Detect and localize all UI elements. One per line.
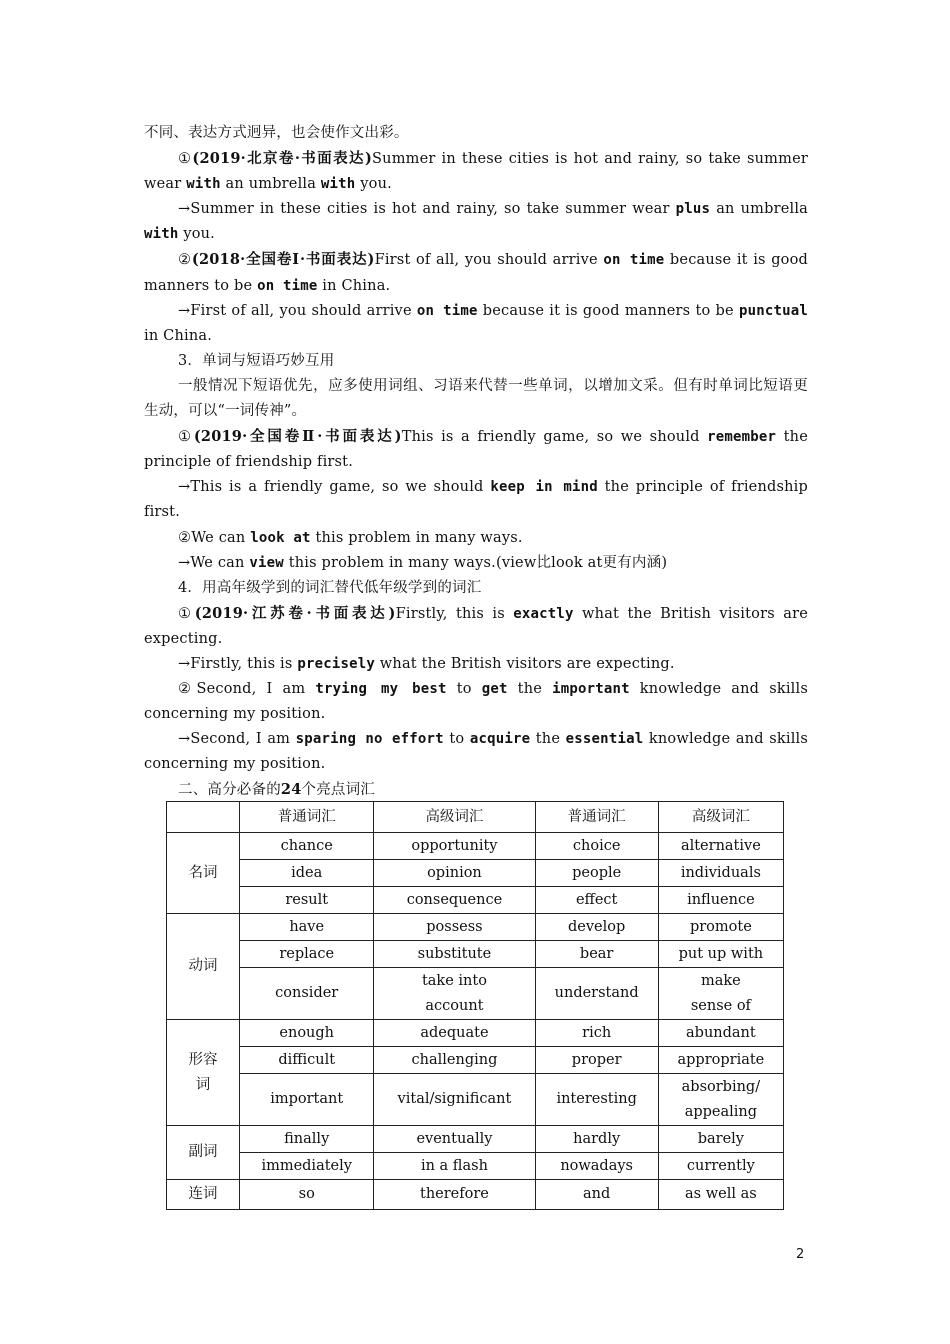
example-1-original: ①(2019·北京卷·书面表达)Summer in these cities is hot and rainy, so take summer wear with an umbrella with you. [144, 150, 808, 193]
table-cell: opinion [374, 860, 535, 887]
table-cell: therefore [374, 1180, 535, 1210]
table-cell: hardly [535, 1126, 658, 1153]
table-cell: choice [535, 833, 658, 860]
table-cell: adequate [374, 1020, 535, 1047]
table-cell: replace [240, 941, 374, 968]
table-cell: individuals [658, 860, 783, 887]
table-cell: so [240, 1180, 374, 1210]
category-adverb: 副词 [167, 1126, 240, 1180]
table-cell: proper [535, 1047, 658, 1074]
table-cell: eventually [374, 1126, 535, 1153]
example-2-revised: →First of all, you should arrive on time because it is good manners to be punctual in China. [144, 302, 808, 344]
table-cell: idea [240, 860, 374, 887]
section-4-heading: 4．用高年级学到的词汇替代低年级学到的词汇 [178, 579, 482, 596]
s4-example-1-original: ①(2019·江苏卷·书面表达)Firstly, this is exactly what the British visitors are expecting. [144, 604, 808, 647]
table-row [167, 1126, 784, 1153]
table-row [167, 914, 784, 941]
table-row [167, 968, 784, 1020]
table-cell: people [535, 860, 658, 887]
table-cell: enough [240, 1020, 374, 1047]
table-row [167, 1180, 784, 1210]
table-row [167, 1020, 784, 1047]
table-cell: opportunity [374, 833, 535, 860]
table-cell: finally [240, 1126, 374, 1153]
document-body [144, 121, 808, 804]
table-cell: bear [535, 941, 658, 968]
table-cell: have [240, 914, 374, 941]
table-cell: absorbing/ appealing [658, 1074, 783, 1126]
s3-example-2-original: ②We can look at this problem in many ways. [178, 529, 523, 546]
table-header-cell: 高级词汇 [658, 802, 783, 833]
table-cell: substitute [374, 941, 535, 968]
table-header-cell [167, 802, 240, 833]
table-cell: put up with [658, 941, 783, 968]
table-row [167, 887, 784, 914]
table-header-cell: 普通词汇 [535, 802, 658, 833]
vocabulary-table [166, 801, 784, 1210]
table-row [167, 1074, 784, 1126]
s3-example-1-original: ①(2019·全国卷Ⅱ·书面表达)This is a friendly game, so we should remember the principle of friendship first. [144, 428, 809, 471]
table-cell: interesting [535, 1074, 658, 1126]
intro-line: 不同、表达方式迥异，也会使作文出彩。 [144, 125, 409, 141]
s4-example-1-revised: →Firstly, this is precisely what the British visitors are expecting. [178, 655, 675, 672]
table-cell: alternative [658, 833, 783, 860]
category-noun: 名词 [167, 833, 240, 914]
table-header-row [167, 802, 784, 833]
table-cell: nowadays [535, 1153, 658, 1180]
table-cell: consequence [374, 887, 535, 914]
table-cell: possess [374, 914, 535, 941]
s4-example-2-revised: →Second, I am sparing no effort to acquire the essential knowledge and skills concerning my position. [144, 731, 809, 773]
s4-example-2-original: ②Second, I am trying my best to get the important knowledge and skills concerning my position. [144, 681, 808, 723]
table-cell: result [240, 887, 374, 914]
table-row [167, 833, 784, 860]
table-cell: as well as [658, 1180, 783, 1210]
table-row [167, 1047, 784, 1074]
source-label: (2018·全国卷Ⅰ·书面表达) [191, 251, 375, 269]
table-cell: understand [535, 968, 658, 1020]
table-cell: effect [535, 887, 658, 914]
table-cell: influence [658, 887, 783, 914]
table-header-cell: 普通词汇 [240, 802, 374, 833]
section-3-heading: 3．单词与短语巧妙互用 [178, 352, 335, 369]
table-cell: rich [535, 1020, 658, 1047]
table-cell: take into account [374, 968, 535, 1020]
example-2-original: ②(2018·全国卷Ⅰ·书面表达)First of all, you should arrive on time because it is good manners to be on time in China. [144, 251, 809, 294]
table-row [167, 860, 784, 887]
table-cell: in a flash [374, 1153, 535, 1180]
source-label: (2019·北京卷·书面表达) [192, 150, 373, 168]
table-cell: develop [535, 914, 658, 941]
table-cell: immediately [240, 1153, 374, 1180]
table-cell: challenging [374, 1047, 535, 1074]
section-2-heading: 二、高分必备的24个亮点词汇 [178, 781, 375, 799]
table-cell: barely [658, 1126, 783, 1153]
category-verb: 动词 [167, 914, 240, 1020]
table-cell: chance [240, 833, 374, 860]
table-cell: appropriate [658, 1047, 783, 1074]
category-conjunction: 连词 [167, 1180, 240, 1210]
table-row [167, 941, 784, 968]
table-cell: and [535, 1180, 658, 1210]
table-cell: consider [240, 968, 374, 1020]
table-cell: make sense of [658, 968, 783, 1020]
table-cell: abundant [658, 1020, 783, 1047]
table-cell: difficult [240, 1047, 374, 1074]
table-cell: vital/significant [374, 1074, 535, 1126]
source-label: (2019·全国卷Ⅱ·书面表达) [193, 428, 402, 446]
table-cell: important [240, 1074, 374, 1126]
table-header-cell: 高级词汇 [374, 802, 535, 833]
source-label: (2019·江苏卷·书面表达) [194, 604, 396, 622]
table-cell: currently [658, 1153, 783, 1180]
section-3-description: 一般情况下短语优先，应多使用词组、习语来代替一些单词，以增加文采。但有时单词比短语更生动，可以“一词传神”。 [144, 377, 808, 420]
s3-example-1-revised: →This is a friendly game, so we should keep in mind the principle of friendship first. [144, 479, 808, 521]
s3-example-2-revised: →We can view this problem in many ways.(view比look at更有内涵) [178, 554, 668, 571]
example-1-revised: →Summer in these cities is hot and rainy, so take summer wear plus an umbrella with you. [144, 201, 809, 243]
table-cell: promote [658, 914, 783, 941]
category-adjective: 形容 词 [167, 1020, 240, 1126]
page-number: 2 [796, 1247, 805, 1262]
table-row [167, 1153, 784, 1180]
